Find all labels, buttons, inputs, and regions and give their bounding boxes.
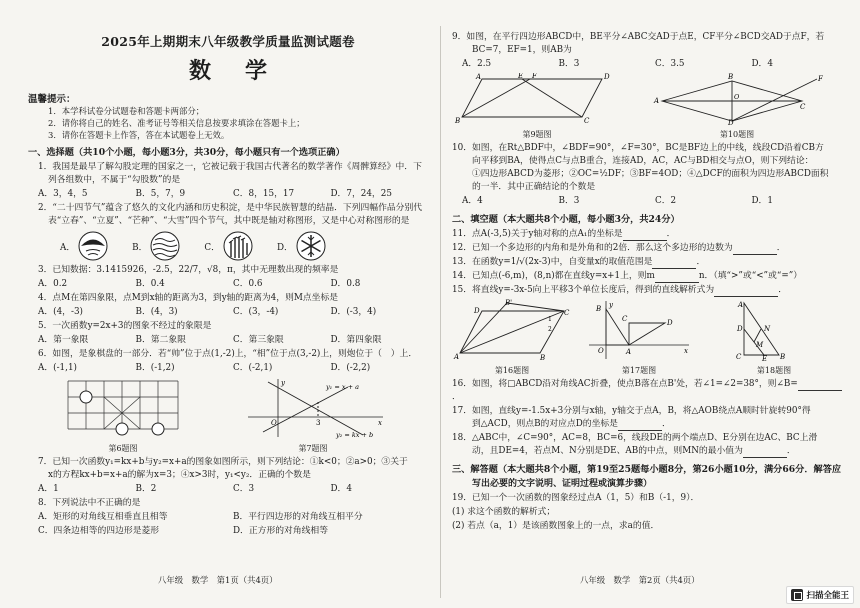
point-label: D	[604, 73, 610, 81]
question-19-part-1: (1) 求这个函数的解析式；	[452, 507, 556, 517]
figure-6-caption: 第6题图	[108, 444, 138, 453]
option: A．1	[38, 484, 59, 494]
point-label: D	[474, 307, 480, 315]
option: A．4	[462, 196, 483, 206]
question-4-options	[28, 305, 428, 319]
question-2-options	[28, 231, 428, 261]
point-label: C	[736, 353, 742, 361]
option: A．(4，-3)	[38, 307, 83, 317]
figure-17-caption: 第17题图	[621, 366, 657, 375]
page-footer: 八年级 数学 第2页（共4页）	[580, 575, 700, 585]
point-label: A	[476, 73, 482, 81]
exam-page-2	[452, 30, 848, 590]
question-7-options	[28, 482, 428, 496]
page-footer: 八年级 数学 第1页（共4页）	[158, 575, 278, 585]
spring-emblem-icon	[78, 231, 108, 261]
figures-6-7	[28, 377, 428, 454]
option-a: A．	[60, 231, 108, 261]
figure-6	[28, 377, 218, 454]
question-14: 14．已知点(-6,m)，(8,n)都在直线y=x+1上，则m n．（填“>”或“<”或“=”）	[452, 271, 803, 281]
point-label: N	[764, 325, 771, 333]
angle-label: 2	[548, 326, 552, 333]
figure-7	[238, 377, 388, 454]
answer-blank	[743, 447, 787, 458]
point-label: F	[818, 75, 823, 83]
point-label: O	[598, 347, 604, 355]
figure-16	[452, 299, 572, 376]
answer-blank	[618, 420, 662, 431]
figure-10-caption: 第10题图	[719, 130, 755, 139]
question-5-options	[28, 333, 428, 347]
question-2-cont: 表“立春”、“立夏”、“芒种”、“大雪”四个节气，其中既是轴对称图形，又是中心对称图形的是	[48, 216, 410, 226]
question-7-cont: x的方程kx+b=x+a的解为x=3；④x>3时，y₁<y₂．正确的个数是	[48, 470, 311, 480]
option: D．4	[330, 484, 352, 494]
answer-blank	[655, 272, 699, 283]
question-9-options	[452, 57, 848, 71]
line1-label: y₁ = x + a	[326, 383, 359, 391]
point-label: E	[518, 73, 524, 80]
question-1-cont: 列各组数中，不属于“勾股数”的是	[48, 175, 181, 185]
option: D．第四象限	[330, 335, 382, 345]
question-18-cont: 动，且DE=4，若点M、N分别是DE、AB的中点，则MN的最小值为 ．	[472, 446, 796, 456]
question-6-options	[28, 361, 428, 375]
point-label: B	[728, 73, 734, 81]
figure-9-caption: 第9题图	[522, 130, 552, 139]
line2-label: y₂ = kx + b	[336, 431, 374, 439]
option: A．第一象限	[38, 335, 89, 345]
point-label: D	[737, 325, 743, 333]
question-1: 1．我国是最早了解勾股定理的国家之一，它被记载于我国古代著名的数学著作《周髀算经》中．下	[38, 162, 422, 172]
point-label: C	[584, 117, 590, 125]
axis-y-label: y	[609, 301, 613, 309]
question-10-cont3: 的一半．其中正确结论的个数是	[472, 182, 596, 192]
option: C．2	[655, 196, 677, 206]
folded-parallelogram-figure	[452, 299, 572, 361]
grain-emblem-icon	[223, 231, 253, 261]
question-15: 15．将直线y=-3x-5向上平移3个单位长度后，得到的直线解析式为 ．	[452, 285, 788, 295]
option: C．(3，-4)	[233, 307, 279, 317]
point-label: O	[734, 93, 740, 101]
tips-heading: 温馨提示：	[28, 94, 76, 105]
option: A．3，4，5	[38, 189, 88, 199]
point-label: D	[667, 319, 673, 327]
option: B．(-1,2)	[135, 363, 175, 373]
point-label: A	[626, 348, 632, 356]
option: D．正方形的对角线相等	[233, 526, 329, 536]
point-label: C	[564, 309, 570, 317]
subject-heading: 数学	[188, 58, 301, 84]
section-heading: 一、选择题（共10个小题，每小题3分，共30分，每小题只有一个选项正确）	[28, 147, 345, 158]
question-16: 16．如图，将□ABCD沿对角线AC折叠，使点B落在点B'处，若∠1=∠2=38°，则∠B=．	[452, 378, 848, 404]
option: C．(-2,1)	[233, 363, 273, 373]
point-label: B	[780, 353, 786, 361]
question-8: 8．下列说法中不正确的是	[38, 498, 141, 508]
answer-blank	[798, 380, 842, 391]
option-c: C．	[204, 231, 253, 261]
option: D．(-3，4)	[330, 307, 377, 317]
question-2: 2．“二十四节气”蕴含了悠久的文化内涵和历史积淀，是中华民族智慧的结晶．下列四幅作品分别代	[38, 203, 423, 213]
question-17-cont: 到△ACD，则点B的对应点D的坐标是 ．	[472, 419, 671, 429]
point-label: B'	[505, 299, 513, 307]
figure-16-caption: 第16题图	[494, 366, 530, 375]
rhombus-figure	[642, 73, 832, 125]
point-label: M	[756, 341, 764, 349]
question-13: 13．在函数y=1/√(2x-3)中，自变量x的取值范围是 ．	[452, 257, 706, 267]
question-3: 3．已知数据：3.1415926，-2.5，22/7，√8，π，其中无理数出现的频率是	[38, 265, 339, 275]
point-label: A	[738, 301, 744, 309]
section-heading: 三、解答题（本大题共8个小题，第19至25题每小题8分，第26小题10分，满分66分．解答应	[452, 464, 842, 475]
option: C．3	[233, 484, 255, 494]
summer-emblem-icon	[150, 231, 180, 261]
figure-9	[452, 73, 622, 140]
question-7: 7．已知一次函数y₁=kx+b与y₂=x+a的图象如图所示，则下列结论：①k<0；②a>0；③关于	[38, 457, 408, 467]
option: B．3	[558, 196, 580, 206]
option: B．2	[135, 484, 157, 494]
question-5: 5．一次函数y=2x+3的图象不经过的象限是	[38, 321, 212, 331]
question-19-part-2: (2) 若点（a，1）是该函数图象上的一点，求a的值．	[452, 521, 660, 531]
question-6: 6．如图，是象棋盘的一部分．若“帅”位于点(1,-2)上，“相”位于点(3,-2)上，则炮位于（ ）上．	[38, 349, 418, 359]
question-1-options	[28, 187, 428, 201]
option: D．0.8	[330, 279, 361, 289]
axis-origin-label: O	[271, 419, 277, 427]
right-triangle-figure	[724, 299, 824, 361]
exam-page-1	[28, 30, 428, 590]
question-19: 19．已知一个一次函数的图象经过点A（1，5）和B（-1，9）．	[452, 493, 700, 503]
tip-line: 2．请你将自己的姓名、准考证号等相关信息按要求填涂在答题卡上；	[48, 118, 305, 128]
figures-9-10	[452, 73, 848, 140]
figure-17	[584, 299, 694, 376]
question-10-cont: 向平移到BA，使得点C与点B重合，连接AD，AC，AC与BD相交与点O，则下列结论：	[472, 156, 814, 166]
option: B．0.4	[135, 279, 165, 289]
figure-10	[642, 73, 832, 140]
option: D．4	[751, 59, 773, 69]
point-label: C	[622, 315, 628, 323]
option: D．7，24，25	[330, 189, 392, 199]
figure-7-caption: 第7题图	[298, 444, 328, 453]
option: D．(-2,2)	[330, 363, 371, 373]
parallelogram-figure	[452, 73, 622, 125]
option: B．平行四边形的对角线互相平分	[233, 512, 363, 522]
axis-x-label: x	[684, 347, 688, 355]
option: B．(4，3)	[135, 307, 178, 317]
question-9: 9．如图，在平行四边形ABCD中，BE平分∠ABC交AD于点E，CF平分∠BCD交AD于点F，若	[452, 32, 825, 42]
answer-blank	[733, 244, 777, 255]
chessboard-figure	[28, 377, 218, 439]
answer-blank	[623, 230, 667, 241]
figure-18-caption: 第18题图	[756, 366, 792, 375]
axis-x-label: x	[378, 419, 382, 427]
point-label: B	[455, 117, 461, 125]
question-10-cont2: ①四边形ABCD为菱形；②OC=½DF；③BF=4OD；④△DCF的面积为四边形ABCD面积	[472, 169, 829, 179]
option: C．0.6	[233, 279, 263, 289]
option-d: D．	[277, 231, 326, 261]
point-label: F	[532, 73, 537, 80]
snowflake-icon	[296, 231, 326, 261]
question-12: 12．已知一个多边形的内角和是外角和的2倍．那么这个多边形的边数为 ．	[452, 243, 786, 253]
option: C．3.5	[655, 59, 685, 69]
option: C．四条边相等的四边形是菱形	[38, 526, 160, 536]
option: A．0.2	[38, 279, 68, 289]
option: C．第三象限	[233, 335, 284, 345]
option: A．(-1,1)	[38, 363, 77, 373]
angle-label: 1	[548, 316, 552, 323]
linear-functions-figure	[238, 377, 388, 439]
question-4: 4．点M在第四象限，点M到x轴的距离为3，到y轴的距离为4，则M点坐标是	[38, 293, 339, 303]
point-label: B	[540, 354, 546, 361]
tick-three-label: 3	[316, 419, 321, 427]
section-heading: 二、填空题（本大题共8个小题，每小题3分，共24分）	[452, 214, 680, 225]
tip-line: 3．请你在答题卡上作答，答在本试题卷上无效。	[48, 130, 230, 140]
point-label: A	[654, 97, 660, 105]
option-b: B．	[132, 231, 180, 261]
option: B．5，7，9	[135, 189, 186, 199]
figures-16-18	[452, 299, 848, 376]
point-label: A	[454, 353, 460, 361]
option: A．矩形的对角线互相垂直且相等	[38, 512, 168, 522]
page-divider	[440, 26, 441, 598]
question-18: 18．△ABC中，∠C=90°，AC=8，BC=6，线段DE的两个端点D、E分别在边AC、BC上滑	[452, 433, 818, 443]
option: B．第二象限	[135, 335, 186, 345]
option: B．3	[558, 59, 580, 69]
exam-title: 2025年上期期末八年级教学质量监测试题卷	[101, 34, 355, 49]
axis-y-label: y	[281, 379, 285, 387]
point-label: C	[800, 103, 806, 111]
scanner-label: 扫描全能王	[806, 590, 849, 600]
question-10: 10．如图，在Rt△BDF中，∠BDF=90°，∠F=30°，BC是BF边上的中线，线段CD沿着CB方	[452, 143, 824, 153]
question-8-options	[28, 510, 428, 538]
figure-18	[724, 299, 824, 376]
option: D．1	[751, 196, 773, 206]
point-label: D	[728, 119, 734, 125]
question-10-options	[452, 194, 848, 208]
tip-line: 1．本学科试卷分试题卷和答题卡两部分；	[48, 106, 205, 116]
question-9-cont: BC=7，EF=1，则AB为	[472, 45, 572, 55]
scanner-watermark	[786, 586, 854, 604]
section-heading-cont: 写出必要的文字说明、证明过程或演算步骤）	[472, 479, 653, 489]
option: C．8，15，17	[233, 189, 295, 199]
answer-blank	[714, 286, 778, 297]
scanner-logo-icon	[791, 589, 803, 601]
point-label: E	[762, 355, 768, 361]
rotation-figure	[584, 299, 694, 361]
point-label: B	[596, 305, 602, 313]
answer-blank	[652, 258, 696, 269]
question-17: 17．如图，直线y=-1.5x+3分别与x轴，y轴交于点A，B，将△AOB绕点A顺时针旋转90°得	[452, 406, 811, 416]
option: A．2.5	[462, 59, 492, 69]
question-3-options	[28, 277, 428, 291]
question-11: 11．点A(-3,5)关于y轴对称的点A₁的坐标是 ．	[452, 229, 676, 239]
